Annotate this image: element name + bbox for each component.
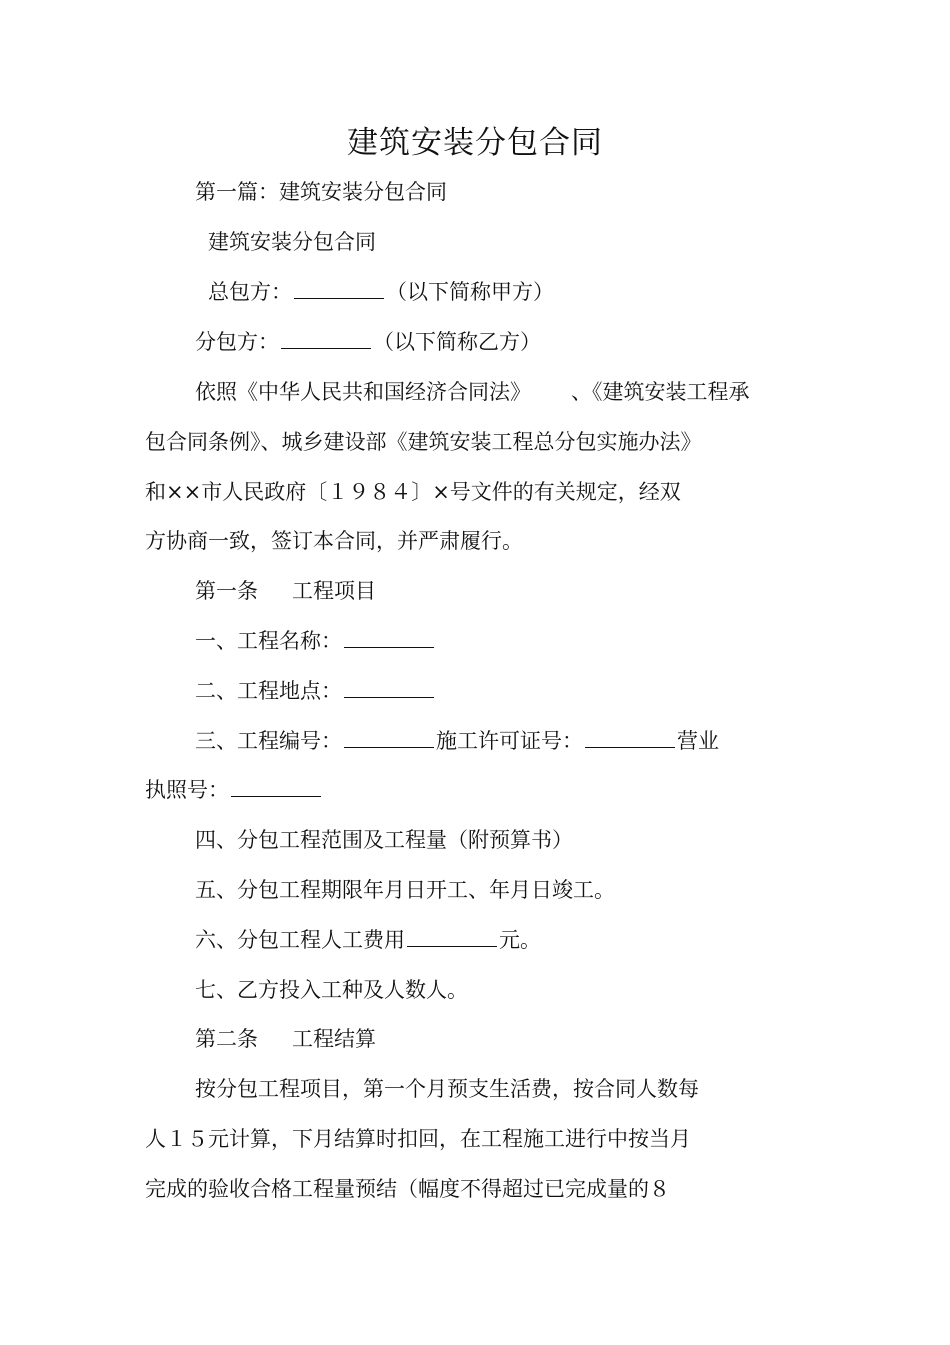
blank-field bbox=[281, 330, 371, 349]
suffix: （以下简称乙方） bbox=[373, 330, 541, 354]
text: 营业 bbox=[677, 729, 719, 753]
article-heading bbox=[195, 576, 376, 606]
text: 第二条 bbox=[195, 1027, 258, 1051]
text: 和××市人民政府〔１９８４〕×号文件的有关规定，经双 bbox=[145, 480, 681, 504]
label: 一、工程名称： bbox=[195, 629, 342, 653]
text: 工程结算 bbox=[292, 1027, 376, 1051]
paragraph-line bbox=[195, 377, 750, 407]
paragraph-line bbox=[145, 1174, 670, 1204]
text: 包合同条例》、城乡建设部《建筑安装工程总分包实施办法》 bbox=[145, 430, 702, 454]
blank-field bbox=[407, 928, 497, 947]
text: 第一条 bbox=[195, 579, 258, 603]
paragraph-line bbox=[195, 1074, 699, 1104]
general-contractor-line bbox=[208, 277, 554, 307]
text: 方协商一致，签订本合同，并严肃履行。 bbox=[145, 529, 523, 553]
text: 第一篇：建筑安装分包合同 bbox=[195, 180, 447, 204]
label: 二、工程地点： bbox=[195, 679, 342, 703]
blank-field bbox=[585, 729, 675, 748]
text: 五、分包工程期限年月日开工、年月日竣工。 bbox=[195, 878, 615, 902]
label: 三、工程编号： bbox=[195, 729, 342, 753]
paragraph-line bbox=[145, 1124, 691, 1154]
suffix: （以下简称甲方） bbox=[386, 280, 554, 304]
label: 六、分包工程人工费用 bbox=[195, 928, 405, 952]
paragraph-line bbox=[145, 477, 681, 507]
text: 七、乙方投入工种及人数人。 bbox=[195, 978, 468, 1002]
text: 建筑安装分包合同 bbox=[208, 230, 376, 254]
blank-field bbox=[344, 729, 434, 748]
blank-field bbox=[344, 679, 434, 698]
blank-field bbox=[344, 629, 434, 648]
text: 依照《中华人民共和国经济合同法》 bbox=[195, 380, 531, 404]
contract-subtitle bbox=[208, 227, 376, 257]
label: 执照号： bbox=[145, 778, 229, 802]
text: 元。 bbox=[499, 928, 541, 952]
section-heading bbox=[195, 177, 447, 207]
label: 分包方： bbox=[195, 330, 279, 354]
article-heading bbox=[195, 1024, 376, 1054]
list-item bbox=[195, 975, 468, 1005]
list-item bbox=[195, 875, 615, 905]
paragraph-line bbox=[145, 526, 523, 556]
text: 完成的验收合格工程量预结（幅度不得超过已完成量的８ bbox=[145, 1177, 670, 1201]
label: 总包方： bbox=[208, 280, 292, 304]
text: 、《建筑安装工程承 bbox=[571, 380, 750, 404]
text: 四、分包工程范围及工程量（附预算书） bbox=[195, 828, 573, 852]
label: 施工许可证号： bbox=[436, 729, 583, 753]
paragraph-line bbox=[145, 427, 702, 457]
subcontractor-line bbox=[195, 327, 541, 357]
labor-cost-line bbox=[195, 925, 541, 955]
text: 人１５元计算，下月结算时扣回，在工程施工进行中按当月 bbox=[145, 1127, 691, 1151]
project-name-line bbox=[195, 626, 436, 656]
blank-field bbox=[294, 280, 384, 299]
license-number-line bbox=[145, 775, 323, 805]
document-title: 建筑安装分包合同 bbox=[347, 125, 603, 161]
list-item bbox=[195, 825, 573, 855]
text: 工程项目 bbox=[292, 579, 376, 603]
project-number-line bbox=[195, 726, 719, 756]
project-location-line bbox=[195, 676, 436, 706]
text: 按分包工程项目，第一个月预支生活费，按合同人数每 bbox=[195, 1077, 699, 1101]
blank-field bbox=[231, 778, 321, 797]
